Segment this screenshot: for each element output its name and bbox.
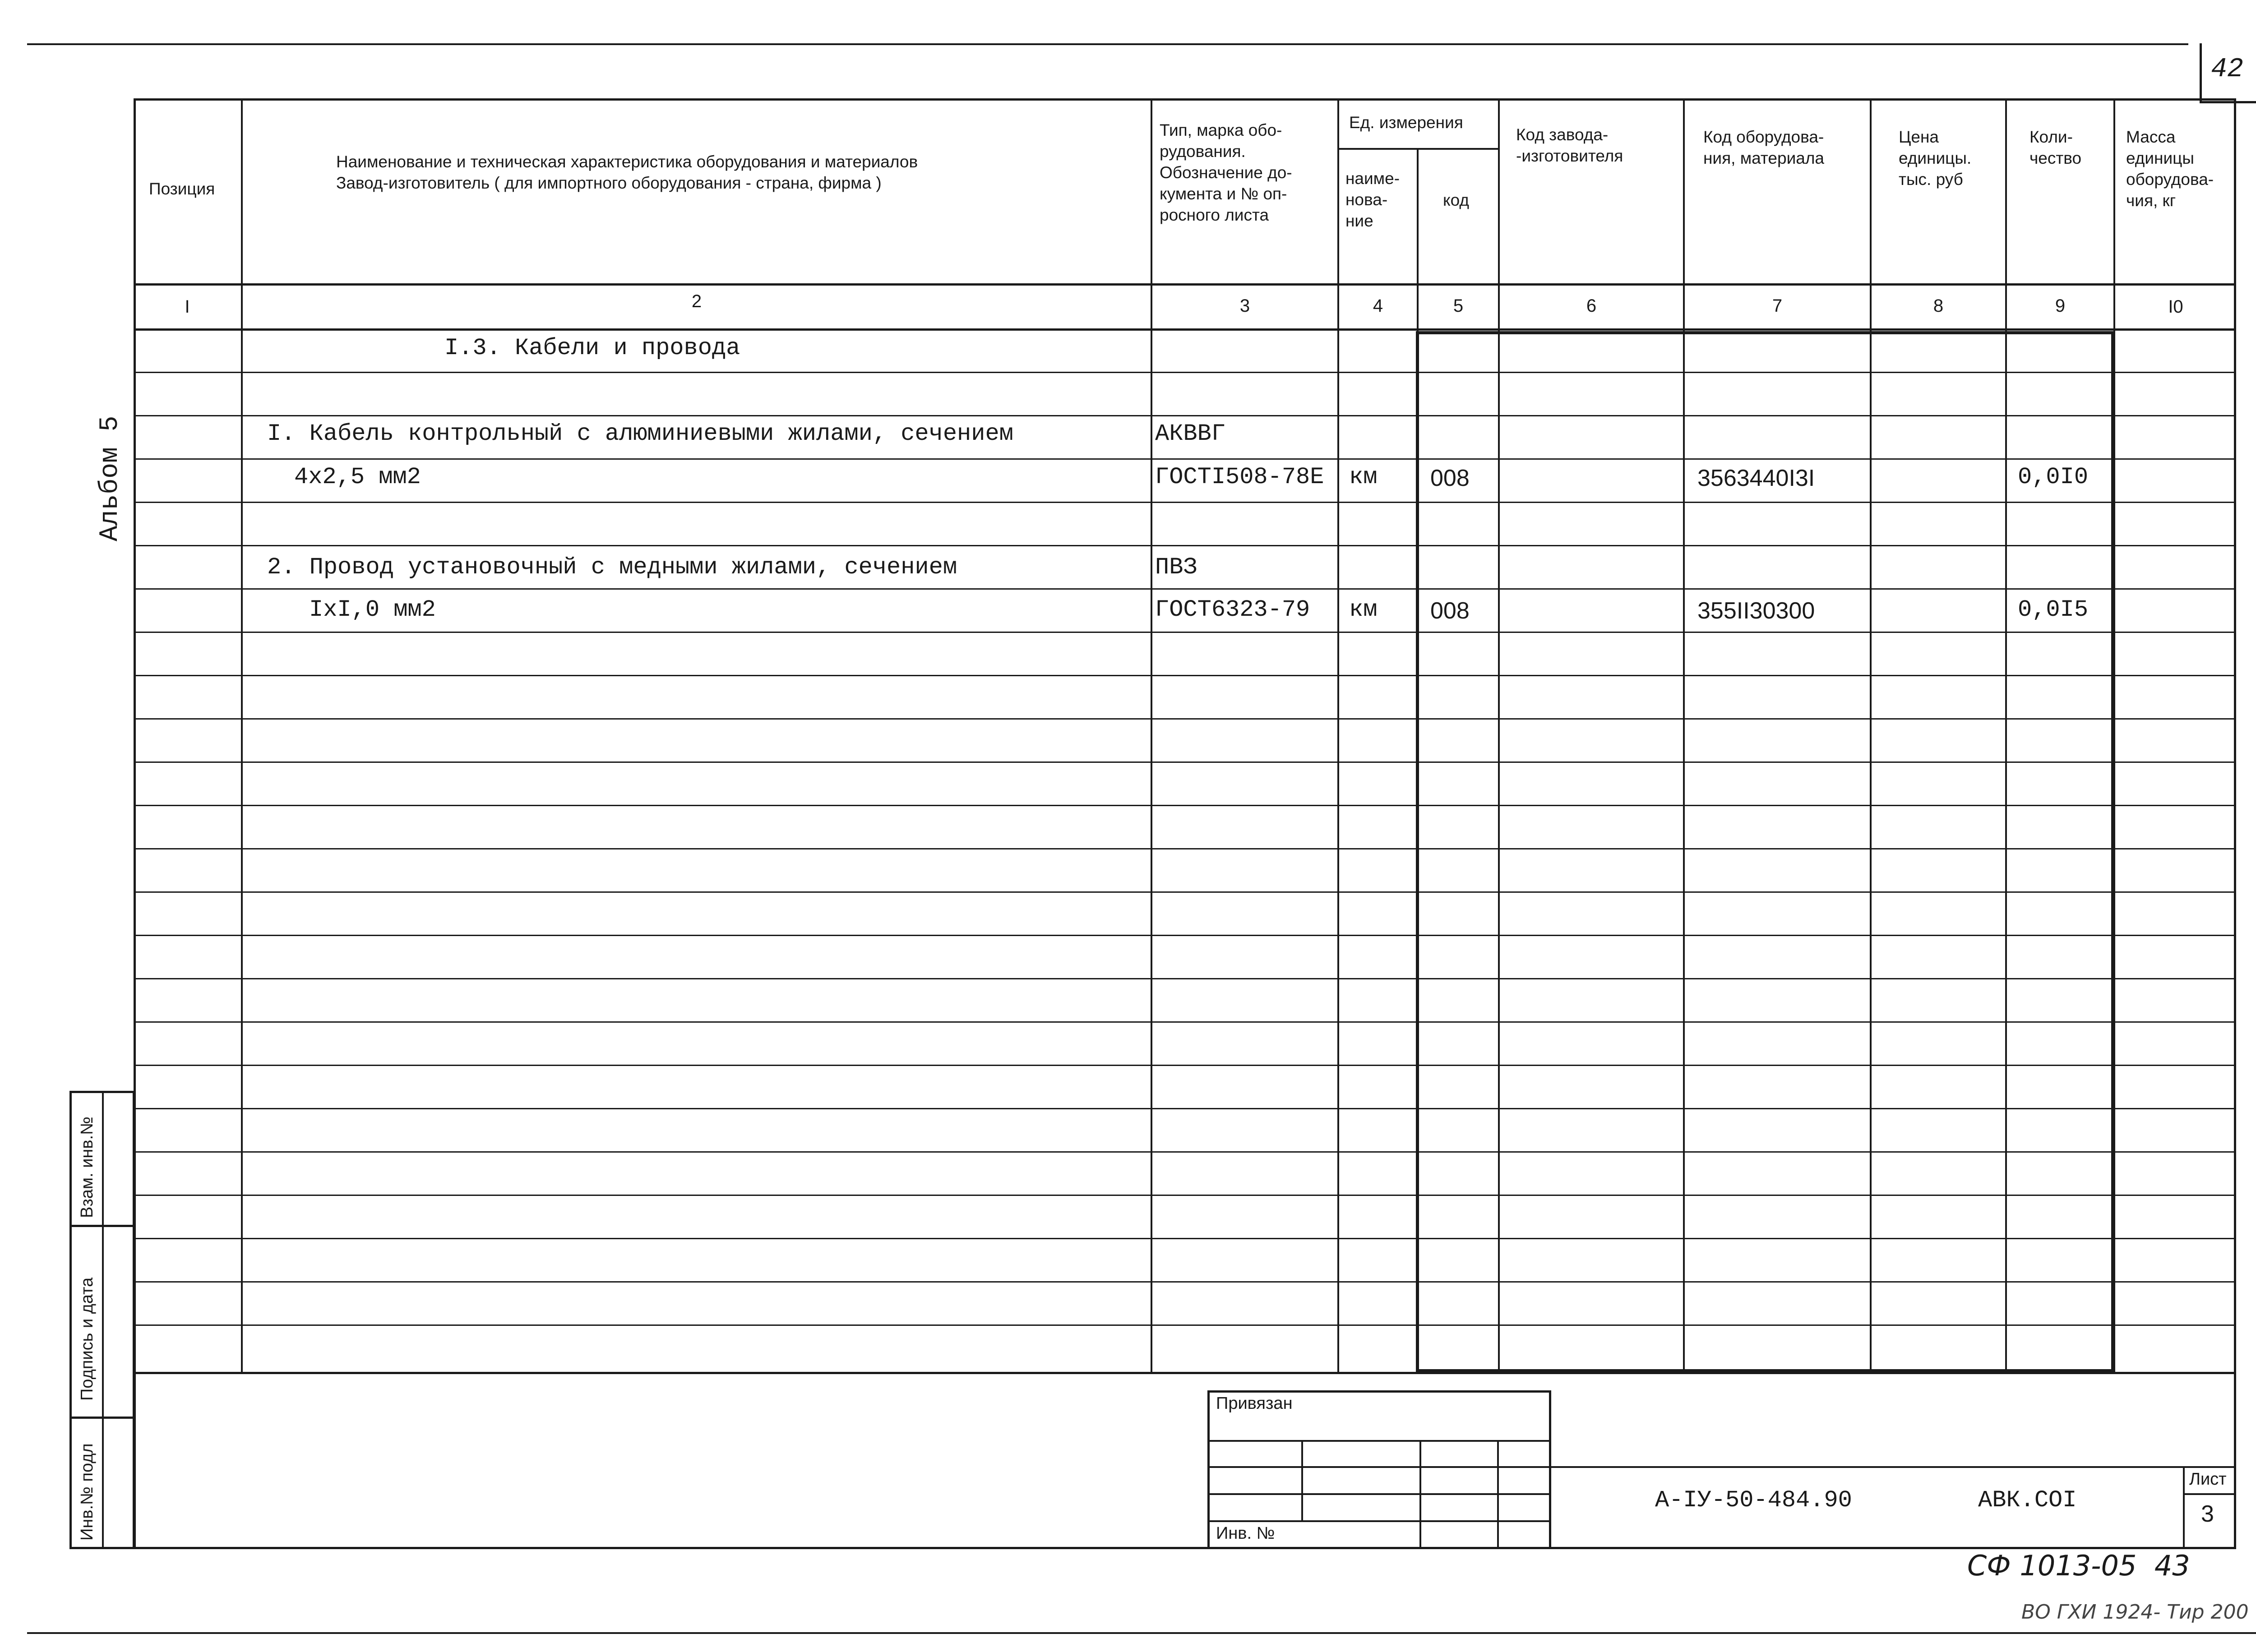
header-equip-code-l1: Код оборудова-	[1703, 128, 1824, 146]
document-suffix: АВК.СОI	[1978, 1487, 2077, 1514]
handwritten-code: СФ 1013-05 43	[1967, 1549, 2190, 1582]
footer-print-note: ВО ГХИ 1924- Тир 200	[2021, 1601, 2249, 1624]
header-unit-group: Ед. измерения	[1349, 113, 1463, 132]
table-row-line	[134, 761, 2236, 763]
sheet-corner-number: 42	[2211, 54, 2244, 85]
header-type-l3: Обозначение до-	[1160, 163, 1292, 182]
side-stamp-orig-inv: Инв.№ подл	[78, 1443, 97, 1541]
colnum-9: 9	[2055, 296, 2066, 316]
table-row-line	[134, 978, 2236, 979]
binding-label: Привязан	[1216, 1394, 1293, 1413]
header-name-line2: Завод-изготовитель ( для импортного оборудования - страна, фирма )	[336, 174, 882, 192]
col-line-3	[1337, 98, 1339, 1374]
item1-unit-name: км	[1349, 464, 1378, 490]
sheet-box-hline	[2183, 1493, 2236, 1495]
item2-name-line1: 2. Провод установочный с медными жилами, сечением	[267, 554, 957, 581]
table-row-line	[134, 1151, 2236, 1153]
binding-vline-2	[1419, 1440, 1421, 1549]
table-row-line	[134, 1065, 2236, 1066]
side-stamp-inner-line	[102, 1091, 104, 1549]
table-row-line	[134, 718, 2236, 720]
side-stamp-signature-date: Подпись и дата	[78, 1277, 97, 1401]
header-name-line1: Наименование и техническая характеристика оборудования и материалов	[336, 152, 918, 171]
colnum-6: 6	[1586, 296, 1597, 316]
colnum-7: 7	[1772, 296, 1783, 316]
table-row-line	[134, 1238, 2236, 1239]
header-factory-code-l1: Код завода-	[1516, 125, 1609, 144]
item1-doc: ГОСТI508-78Е	[1155, 464, 1324, 490]
item2-mark: ПВЗ	[1155, 554, 1197, 581]
colnum-3: 3	[1239, 296, 1250, 316]
colnum-2: 2	[691, 291, 702, 311]
item1-equip-code: 3563440I3I	[1697, 465, 1815, 491]
table-row-line	[134, 1281, 2236, 1283]
title-block-frame	[134, 1372, 2236, 1549]
binding-vline-1	[1301, 1440, 1303, 1521]
header-type-l2: рудования.	[1160, 142, 1246, 161]
header-price-l2: единицы.	[1899, 149, 1972, 167]
item2-equip-code: 355II30300	[1697, 598, 1815, 624]
colnum-bottom-line	[134, 328, 2236, 331]
header-mass-l3: оборудова-	[2126, 170, 2214, 189]
item1-name-line1: I. Кабель контрольный с алюминиевыми жилами, сечением	[267, 420, 1013, 447]
colnum-4: 4	[1373, 296, 1383, 316]
binding-line-4	[1207, 1520, 1551, 1522]
header-factory-code	[1516, 124, 1623, 166]
item1-mark: АКВВГ	[1155, 420, 1226, 447]
album-label: Альбом 5	[96, 415, 125, 541]
header-quantity-l2: чество	[2029, 149, 2082, 167]
item2-quantity: 0,0I5	[2018, 596, 2089, 623]
table-row-line	[134, 1324, 2236, 1326]
header-position: Позиция	[149, 180, 215, 198]
table-row-line	[134, 415, 2236, 416]
col-line-2	[1151, 98, 1152, 1374]
header-equip-code	[1703, 126, 1824, 169]
binding-line-1	[1207, 1440, 1551, 1442]
header-type-l1: Тип, марка обо-	[1160, 121, 1282, 139]
table-row-line	[134, 675, 2236, 676]
sheet-box-vline	[2183, 1466, 2185, 1549]
header-mass-l2: единицы	[2126, 149, 2194, 167]
table-row-line	[134, 1108, 2236, 1109]
sheet-number: 3	[2201, 1501, 2214, 1527]
item1-quantity: 0,0I0	[2018, 464, 2089, 490]
side-stamp-replace-inv: Взам. инв.№	[78, 1117, 97, 1218]
header-quantity-l1: Коли-	[2029, 128, 2073, 146]
table-row-line	[134, 1195, 2236, 1196]
inv-number-label: Инв. №	[1216, 1524, 1275, 1543]
item1-unit-code: 008	[1430, 465, 1470, 491]
header-mass	[2126, 126, 2214, 211]
header-type-l4: кумента и № оп-	[1160, 185, 1287, 203]
binding-line-2	[1207, 1466, 1551, 1468]
header-price-l1: Цена	[1899, 128, 1939, 146]
table-row-line	[134, 588, 2236, 590]
header-mass-l4: чия, кг	[2126, 191, 2176, 210]
table-row-line	[134, 1021, 2236, 1023]
top-border-line	[27, 43, 2188, 45]
header-unit-code: код	[1443, 191, 1469, 209]
header-equip-code-l2: ния, материала	[1703, 149, 1824, 167]
header-price-l3: тыс. руб	[1899, 170, 1963, 189]
header-factory-code-l2: -изготовителя	[1516, 147, 1623, 165]
binding-vline-3	[1497, 1440, 1499, 1549]
section-title: I.3. Кабели и провода	[444, 335, 740, 361]
table-row-line	[134, 372, 2236, 373]
header-type	[1160, 120, 1292, 226]
header-mass-l1: Масса	[2126, 128, 2176, 146]
colnum-1: I	[185, 297, 190, 317]
document-code: А-IУ-50-484.90	[1655, 1487, 1852, 1514]
item2-doc: ГОСТ6323-79	[1155, 596, 1310, 623]
header-quantity	[2029, 126, 2081, 169]
item2-unit-name: км	[1349, 596, 1378, 623]
unit-group-line	[1337, 148, 1500, 150]
item2-unit-code: 008	[1430, 598, 1470, 624]
table-row-line	[134, 805, 2236, 806]
table-row-line	[134, 458, 2236, 460]
table-row-line	[134, 632, 2236, 633]
table-row-line	[134, 545, 2236, 546]
colnum-8: 8	[1933, 296, 1944, 316]
binding-line-3	[1207, 1493, 1551, 1495]
sheet-label: Лист	[2189, 1470, 2227, 1489]
header-price	[1899, 126, 1971, 190]
header-unit-name-l2: нова-	[1345, 190, 1388, 209]
table-row-line	[134, 935, 2236, 936]
header-unit-name-l3: ние	[1345, 212, 1373, 230]
bottom-border-line	[27, 1632, 2256, 1634]
header-unit-name	[1345, 168, 1400, 231]
item1-name-line2: 4х2,5 мм2	[294, 464, 421, 490]
colnum-10: I0	[2168, 297, 2183, 317]
table-row-line	[134, 891, 2236, 893]
doc-code-top-line	[1551, 1466, 2236, 1468]
colnum-5: 5	[1453, 296, 1464, 316]
header-unit-name-l1: наиме-	[1345, 169, 1400, 188]
header-type-l5: росного листа	[1160, 206, 1269, 224]
header-bottom-line	[134, 283, 2236, 286]
table-row-line	[134, 848, 2236, 849]
item2-name-line2: IхI,0 мм2	[309, 596, 436, 623]
col-line-1	[241, 98, 243, 1374]
table-row-line	[134, 502, 2236, 503]
